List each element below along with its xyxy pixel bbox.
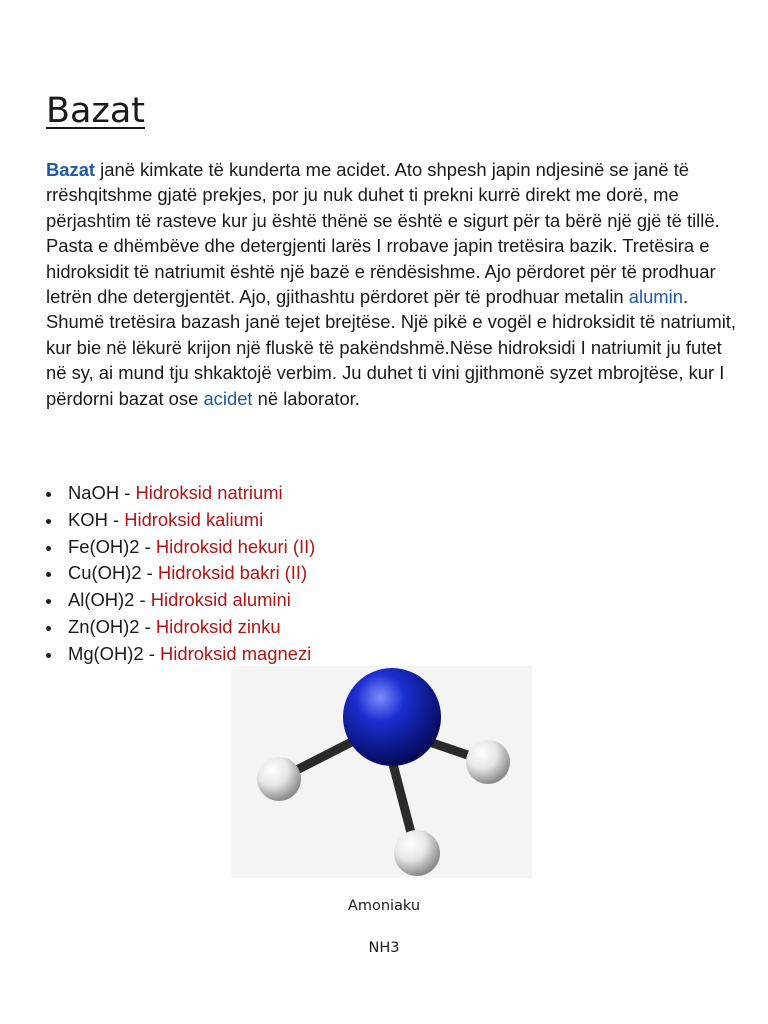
base-formula: Cu(OH)2 -	[68, 562, 158, 584]
base-name: Hidroksid bakri (II)	[157, 562, 308, 584]
list-item	[40, 614, 315, 641]
base-formula: Fe(OH)2 -	[68, 535, 156, 557]
hydrogen-atom	[466, 740, 510, 784]
intro-text-2: . Shumë tretësira bazash janë tejet brejtëse. Një pikë e vogël e hidroksidit të natriumit, kur bie në lëkurë krijon një fluskë të pakëndshmë.Nëse hidroksidi I natriumit ju futet në sy, ai mund tju shkaktojë verbim. Ju duhet ti vini gjithmonë syzet mbrojtëse, kur I përdorni bazat ose	[46, 286, 737, 409]
acidet-link[interactable]: acidet	[203, 387, 253, 409]
hydrogen-atom	[257, 757, 301, 801]
bazat-link[interactable]: Bazat	[46, 159, 96, 180]
base-name: Hidroksid kaliumi	[124, 508, 264, 530]
base-name: Hidroksid natriumi	[135, 482, 283, 503]
base-name: Hidroksid zinku	[155, 615, 281, 637]
hydrogen-atom	[394, 830, 440, 876]
base-formula: NaOH -	[68, 482, 136, 503]
base-formula: KOH -	[68, 508, 125, 530]
alumin-link[interactable]: alumin	[628, 286, 683, 308]
base-name: Hidroksid alumini	[150, 589, 291, 611]
base-name: Hidroksid hekuri (II)	[155, 535, 316, 557]
list-item	[40, 641, 315, 668]
ammonia-molecule-image	[231, 666, 532, 878]
bases-list	[40, 480, 315, 668]
base-formula: Mg(OH)2 -	[68, 642, 160, 664]
list-item	[40, 507, 315, 534]
figure-formula: NH3	[368, 940, 400, 956]
page-title: Bazat	[46, 91, 146, 131]
base-name: Hidroksid magnezi	[159, 642, 312, 664]
base-formula: Zn(OH)2 -	[68, 615, 156, 637]
intro-text-3: në laborator.	[252, 387, 360, 409]
list-item	[40, 560, 315, 587]
list-item	[40, 587, 315, 614]
intro-text-1: janë kimkate të kunderta me acidet. Ato shpesh japin ndjesinë se janë të rrëshqitshme gjatë prekjes, por ju nuk duhet ti prekni kurrë direkt me dorë, me përjashtim të rasteve kur ju është thënë se është e sigurt për ta bërë një gjë të tillë. Pasta e dhëmbëve dhe detergjenti larës I rrobave japin tretësira bazik. Tretësira e hidroksidit të natriumit është një bazë e rëndësishme. Ajo përdoret për të prodhuar letrën dhe detergjentët. Ajo, gjithashtu përdoret për të prodhuar metalin	[46, 159, 720, 308]
nitrogen-atom	[343, 668, 441, 766]
ammonia-model	[231, 666, 532, 878]
list-item	[40, 534, 315, 561]
list-item	[40, 480, 315, 507]
figure-caption: Amoniaku	[347, 898, 421, 914]
base-formula: Al(OH)2 -	[68, 589, 151, 611]
intro-paragraph	[46, 157, 736, 411]
